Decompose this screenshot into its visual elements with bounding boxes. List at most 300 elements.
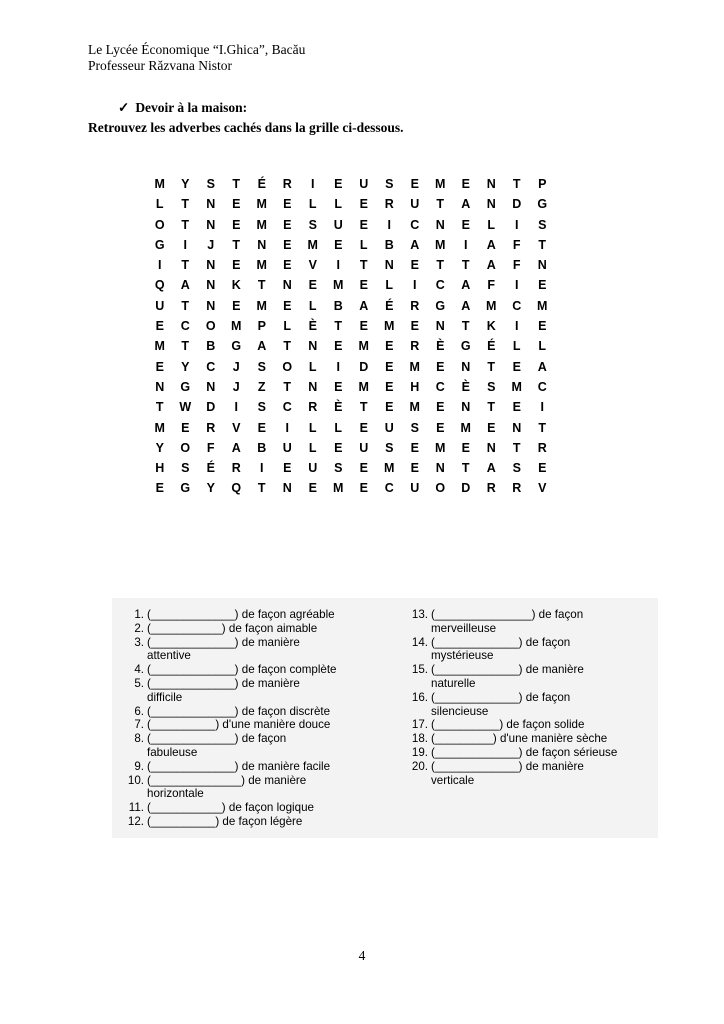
grid-cell: D	[359, 359, 369, 374]
grid-cell: È	[308, 319, 317, 334]
grid-cell: M	[256, 258, 267, 273]
grid-cell: E	[334, 237, 343, 252]
grid-cell: E	[181, 420, 190, 435]
grid-cell: Y	[181, 177, 190, 191]
grid-cell: M	[409, 359, 420, 374]
grid-cell: T	[461, 319, 470, 334]
grid-cell: K	[486, 319, 496, 334]
grid-cell: N	[206, 258, 216, 273]
grid-cell: E	[155, 481, 164, 496]
grid-cell: E	[359, 461, 368, 476]
word-search-grid	[147, 174, 555, 499]
grid-cell: N	[206, 197, 216, 212]
grid-cell: O	[180, 440, 191, 455]
clue-item	[402, 718, 656, 732]
grid-cell: F	[206, 440, 215, 455]
grid-cell: A	[537, 359, 547, 374]
grid-cell: R	[384, 197, 394, 212]
clue-continuation: verticale	[431, 773, 475, 787]
grid-cell: N	[155, 379, 165, 394]
grid-cell: L	[334, 420, 343, 435]
grid-cell: R	[206, 420, 216, 435]
grid-cell: L	[283, 319, 292, 334]
grid-cell: C	[512, 298, 522, 313]
grid-cell: M	[460, 420, 471, 435]
grid-cell: E	[359, 197, 368, 212]
grid-cell: M	[154, 177, 165, 191]
grid-cell: E	[232, 217, 241, 232]
clue-item	[402, 691, 656, 719]
grid-cell: E	[410, 177, 419, 191]
grid-cell: N	[308, 379, 318, 394]
grid-cell: I	[183, 237, 187, 252]
grid-cell: D	[512, 197, 522, 212]
grid-cell: N	[206, 278, 216, 293]
grid-cell: L	[359, 237, 368, 252]
grid-cell: G	[154, 237, 165, 252]
grid-cell: C	[435, 379, 445, 394]
grid-cell: C	[282, 400, 292, 415]
clue-item	[402, 732, 656, 746]
grid-cell: M	[358, 339, 369, 354]
document-header	[88, 42, 305, 74]
clue-item	[402, 636, 656, 664]
grid-cell: T	[181, 339, 190, 354]
grid-cell: H	[155, 461, 165, 476]
grid-cell: N	[308, 339, 318, 354]
grid-cell: D	[206, 400, 216, 415]
grid-cell: L	[308, 359, 317, 374]
clue-text: (_____________) de manière	[431, 759, 584, 773]
grid-cell: E	[487, 420, 496, 435]
grid-cell: M	[435, 440, 446, 455]
grid-cell: N	[435, 319, 445, 334]
grid-cell: U	[333, 217, 343, 232]
clue-number: 11.	[128, 801, 144, 815]
clue-text: (_____________) de façon complète	[147, 663, 337, 677]
grid-cell: E	[308, 481, 317, 496]
grid-cell: T	[461, 461, 470, 476]
grid-cell: S	[410, 420, 419, 435]
grid-cell: E	[155, 359, 164, 374]
grid-cell: I	[515, 319, 519, 334]
clue-text: (_____________) de façon discrète	[147, 704, 331, 718]
grid-cell: N	[206, 298, 216, 313]
grid-cell: B	[384, 237, 394, 252]
grid-cell: T	[512, 440, 521, 455]
grid-cell: S	[334, 461, 343, 476]
grid-cell: M	[333, 481, 344, 496]
clue-number: 3.	[134, 635, 144, 649]
grid-cell: U	[410, 481, 420, 496]
grid-cell: K	[231, 278, 241, 293]
grid-cell: T	[461, 258, 470, 273]
clue-continuation: mystérieuse	[431, 649, 494, 663]
grid-cell: A	[461, 298, 471, 313]
grid-cell: E	[410, 319, 419, 334]
grid-cell: E	[257, 420, 266, 435]
grid-cell: R	[410, 339, 420, 354]
grid-cell: S	[206, 177, 215, 191]
clue-number: 19.	[411, 745, 428, 759]
grid-cell: I	[515, 278, 519, 293]
grid-cell: E	[283, 258, 292, 273]
grid-cell: I	[158, 258, 162, 273]
grid-cell: E	[436, 400, 445, 415]
grid-cell: E	[283, 197, 292, 212]
grid-cell: E	[155, 319, 164, 334]
clues-column-right	[402, 608, 656, 787]
clue-number: 10.	[127, 773, 144, 787]
clue-text: (_____________) de manière facile	[147, 759, 331, 773]
grid-cell: N	[206, 379, 216, 394]
grid-cell: A	[257, 339, 267, 354]
grid-cell: G	[180, 481, 191, 496]
grid-cell: U	[308, 461, 318, 476]
clue-number: 1.	[134, 608, 144, 621]
grid-cell: O	[282, 359, 293, 374]
clue-text: (_____________) de façon	[431, 690, 571, 704]
clue-text: (______________) de manière	[147, 773, 307, 787]
grid-cell: E	[461, 217, 470, 232]
grid-cell: S	[257, 400, 266, 415]
grid-cell: R	[308, 400, 318, 415]
grid-cell: T	[257, 278, 266, 293]
grid-cell: H	[410, 379, 420, 394]
grid-cell: M	[333, 278, 344, 293]
grid-cell: T	[232, 177, 241, 191]
grid-cell: É	[385, 298, 394, 313]
grid-cell: N	[384, 258, 394, 273]
grid-cell: E	[359, 319, 368, 334]
grid-cell: È	[461, 379, 470, 394]
grid-cell: É	[257, 177, 266, 191]
homework-title-text: Devoir à la maison:	[135, 100, 248, 115]
grid-cell: B	[206, 339, 216, 354]
grid-cell: O	[435, 481, 446, 496]
grid-cell: A	[461, 197, 471, 212]
grid-cell: B	[257, 440, 267, 455]
grid-cell: E	[359, 217, 368, 232]
grid-cell: M	[486, 298, 497, 313]
grid-cell: M	[154, 420, 165, 435]
clue-item	[402, 746, 656, 760]
grid-cell: T	[155, 400, 164, 415]
grid-cell: I	[336, 359, 340, 374]
clue-item	[402, 663, 656, 691]
grid-cell: T	[436, 258, 445, 273]
clue-item	[120, 801, 402, 815]
clue-number: 17.	[411, 718, 428, 732]
grid-cell: E	[334, 177, 343, 191]
clue-item	[120, 636, 402, 664]
grid-cell: S	[512, 461, 521, 476]
clue-text: (___________) de façon aimable	[147, 621, 318, 635]
grid-cell: É	[206, 461, 215, 476]
grid-cell: A	[231, 440, 241, 455]
grid-cell: A	[486, 237, 496, 252]
grid-cell: M	[358, 379, 369, 394]
grid-cell: U	[359, 177, 369, 191]
grid-cell: T	[283, 379, 292, 394]
clue-item	[120, 622, 402, 636]
grid-cell: T	[181, 298, 190, 313]
grid-cell: Z	[257, 379, 266, 394]
grid-cell: E	[410, 258, 419, 273]
grid-cell: I	[387, 217, 391, 232]
grid-cell: M	[231, 319, 242, 334]
clue-item	[120, 608, 402, 622]
clue-item	[120, 732, 402, 760]
grid-cell: E	[334, 379, 343, 394]
grid-cell: S	[487, 379, 496, 394]
grid-cell: S	[181, 461, 190, 476]
grid-cell: E	[385, 359, 394, 374]
grid-cell: É	[487, 339, 496, 354]
clue-text: (___________) de façon logique	[147, 801, 314, 815]
grid-cell: E	[232, 258, 241, 273]
grid-cell: Q	[154, 278, 165, 293]
grid-cell: T	[181, 258, 190, 273]
grid-cell: A	[486, 461, 496, 476]
grid-cell: C	[410, 217, 420, 232]
grid-cell: M	[511, 379, 522, 394]
grid-cell: E	[283, 237, 292, 252]
grid-cell: I	[515, 217, 519, 232]
grid-cell: F	[487, 278, 496, 293]
clue-text: (_____________) de façon	[147, 732, 287, 746]
grid-cell: P	[257, 319, 266, 334]
grid-cell: M	[256, 197, 267, 212]
clue-number: 6.	[134, 704, 144, 718]
grid-cell: Y	[206, 481, 215, 496]
grid-cell: V	[538, 481, 547, 496]
instruction-text: Retrouvez les adverbes cachés dans la grille ci-dessous.	[88, 120, 404, 135]
grid-cell: G	[460, 339, 471, 354]
grid-cell: M	[256, 217, 267, 232]
grid-cell: E	[283, 217, 292, 232]
grid-cell: E	[461, 177, 470, 191]
grid-cell: E	[232, 197, 241, 212]
homework-title	[118, 100, 247, 116]
grid-cell: E	[359, 420, 368, 435]
grid-cell: G	[180, 379, 191, 394]
grid-cell: M	[384, 319, 395, 334]
grid-cell: I	[540, 400, 544, 415]
grid-cell: L	[308, 440, 317, 455]
grid-cell: E	[410, 461, 419, 476]
grid-cell: E	[538, 461, 547, 476]
grid-cell: N	[486, 440, 496, 455]
grid-cell: C	[435, 278, 445, 293]
grid-cell: E	[538, 278, 547, 293]
clue-number: 9.	[134, 759, 144, 773]
grid-cell: E	[538, 319, 547, 334]
grid-cell: A	[410, 237, 420, 252]
grid-cell: L	[334, 197, 343, 212]
grid-cell: U	[282, 440, 292, 455]
grid-cell: J	[207, 237, 215, 252]
clue-text: (__________) de façon solide	[431, 718, 585, 732]
grid-cell: S	[385, 440, 394, 455]
grid-cell: L	[385, 278, 394, 293]
clue-text: (__________) de façon légère	[147, 814, 303, 828]
grid-cell: O	[154, 217, 165, 232]
grid-cell: M	[435, 237, 446, 252]
clue-text: (_____________) de manière	[147, 635, 300, 649]
grid-cell: N	[537, 258, 547, 273]
grid-cell: E	[232, 298, 241, 313]
grid-cell: I	[413, 278, 417, 293]
grid-cell: U	[359, 440, 369, 455]
grid-cell: Y	[181, 359, 190, 374]
grid-cell: T	[283, 339, 292, 354]
clue-text: (_____________) de manière	[431, 663, 584, 677]
clue-number: 2.	[134, 621, 144, 635]
grid-cell: N	[435, 217, 445, 232]
grid-cell: È	[436, 339, 445, 354]
grid-cell: N	[282, 481, 292, 496]
grid-cell: E	[385, 379, 394, 394]
checkmark-icon: ✓	[118, 100, 130, 115]
grid-cell: I	[260, 461, 264, 476]
clue-item	[402, 760, 656, 788]
grid-cell: T	[538, 420, 547, 435]
grid-cell: B	[333, 298, 343, 313]
grid-cell: F	[512, 258, 521, 273]
grid-cell: R	[282, 177, 292, 191]
clue-text: (_____________) de façon	[431, 635, 571, 649]
grid-cell: U	[155, 298, 165, 313]
clue-number: 20.	[411, 759, 428, 773]
grid-cell: E	[283, 298, 292, 313]
grid-cell: T	[436, 197, 445, 212]
clue-number: 13.	[411, 608, 428, 621]
grid-cell: V	[232, 420, 241, 435]
grid-cell: S	[308, 217, 317, 232]
grid-cell: M	[537, 298, 548, 313]
grid-cell: T	[538, 237, 547, 252]
grid-cell: S	[538, 217, 547, 232]
grid-cell: N	[486, 197, 496, 212]
grid-cell: E	[512, 400, 521, 415]
grid-cell: O	[205, 319, 216, 334]
clue-continuation: horizontale	[147, 787, 204, 801]
grid-cell: L	[512, 339, 521, 354]
clue-text: (_____________) de façon sérieuse	[431, 745, 618, 759]
grid-cell: N	[282, 278, 292, 293]
grid-cell: È	[334, 400, 343, 415]
clue-item	[120, 774, 402, 802]
grid-cell: E	[385, 400, 394, 415]
grid-cell: R	[537, 440, 547, 455]
clue-continuation: merveilleuse	[431, 621, 497, 635]
clue-number: 5.	[134, 676, 144, 690]
clue-number: 15.	[411, 663, 428, 677]
clue-item	[120, 760, 402, 774]
clue-number: 7.	[134, 718, 144, 732]
grid-cell: Q	[231, 481, 242, 496]
clue-text: (_____________) de façon agréable	[147, 608, 335, 621]
clue-continuation: naturelle	[431, 676, 476, 690]
grid-cell: W	[179, 400, 192, 415]
grid-cell: A	[461, 278, 471, 293]
clue-number: 8.	[134, 732, 144, 746]
clue-continuation: difficile	[147, 690, 183, 704]
grid-cell: C	[180, 319, 190, 334]
clue-continuation: attentive	[147, 649, 191, 663]
clue-text: (__________) d'une manière douce	[147, 718, 331, 732]
grid-cell: A	[180, 278, 190, 293]
clue-number: 4.	[134, 663, 144, 677]
grid-cell: M	[154, 339, 165, 354]
clue-continuation: fabuleuse	[147, 745, 198, 759]
clue-continuation: silencieuse	[431, 704, 489, 718]
grid-cell: M	[384, 461, 395, 476]
grid-cell: M	[307, 237, 318, 252]
grid-cell: T	[359, 258, 368, 273]
grid-cell: E	[283, 461, 292, 476]
grid-cell: D	[461, 481, 471, 496]
grid-cell: N	[461, 359, 471, 374]
teacher-name: Professeur Răzvana Nistor	[88, 58, 232, 73]
clue-item	[120, 677, 402, 705]
grid-cell: Y	[155, 440, 164, 455]
page-number: 4	[358, 948, 366, 963]
grid-cell: L	[308, 298, 317, 313]
grid-cell: L	[155, 197, 164, 212]
grid-cell: U	[384, 420, 394, 435]
clue-item	[402, 608, 656, 636]
grid-cell: N	[512, 420, 522, 435]
grid-cell: N	[461, 400, 471, 415]
grid-cell: J	[232, 359, 240, 374]
grid-cell: F	[512, 237, 521, 252]
clue-item	[120, 815, 402, 829]
grid-cell: M	[435, 177, 446, 191]
grid-cell: E	[359, 481, 368, 496]
clues-panel	[112, 598, 658, 838]
clue-number: 16.	[411, 690, 428, 704]
clue-item	[120, 663, 402, 677]
grid-cell: E	[334, 440, 343, 455]
grid-cell: T	[512, 177, 521, 191]
grid-cell: L	[487, 217, 496, 232]
grid-cell: J	[232, 379, 240, 394]
grid-cell: R	[512, 481, 522, 496]
grid-cell: T	[181, 217, 190, 232]
grid-cell: L	[308, 197, 317, 212]
clue-item	[120, 705, 402, 719]
grid-cell: E	[308, 278, 317, 293]
grid-cell: A	[359, 298, 369, 313]
grid-cell: L	[308, 420, 317, 435]
grid-cell: E	[359, 278, 368, 293]
grid-cell: T	[487, 400, 496, 415]
grid-cell: T	[334, 319, 343, 334]
grid-cell: C	[206, 359, 216, 374]
grid-cell: U	[410, 197, 420, 212]
grid-cell: T	[181, 197, 190, 212]
grid-cell: I	[336, 258, 340, 273]
grid-cell: E	[334, 339, 343, 354]
grid-cell: N	[206, 217, 216, 232]
grid-cell: T	[232, 237, 241, 252]
grid-cell: E	[436, 359, 445, 374]
clue-text: (_________) d'une manière sèche	[431, 732, 608, 746]
grid-cell: S	[385, 177, 394, 191]
grid-cell: P	[538, 177, 547, 191]
